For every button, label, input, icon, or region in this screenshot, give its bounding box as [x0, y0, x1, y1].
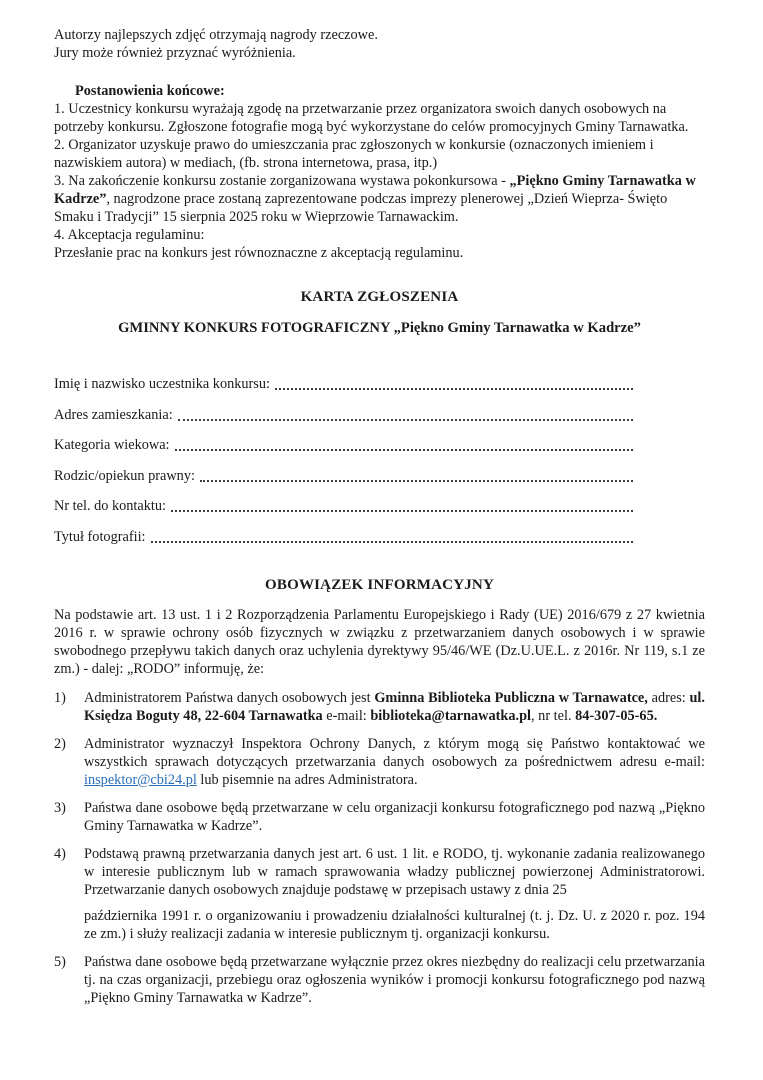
- final-provision-3: [54, 172, 705, 226]
- rodo-item-4: [54, 845, 705, 943]
- field-label-photo-title: Tytuł fotografii:: [54, 528, 146, 545]
- rodo-item-1-body: [84, 689, 705, 725]
- final-provision-4: [54, 226, 705, 262]
- final-provisions-heading: Postanowienia końcowe:: [75, 83, 225, 99]
- administrator-name-bold: Gminna Biblioteka Publiczna w Tarnawatce,: [374, 689, 648, 706]
- dotted-fill-line: [200, 480, 633, 482]
- rodo-item-3-body: Państwa dane osobowe będą przetwarzane w celu organizacji konkursu fotograficznego pod nazwą „Piękno Gminy Tarnawatka w Kadrze”.: [84, 799, 705, 834]
- field-label-phone: Nr tel. do kontaktu:: [54, 498, 166, 515]
- contest-name-bold: „Piękno Gminy Tarnawatka w Kadrze”: [54, 173, 696, 207]
- application-card-title: KARTA ZGŁOSZENIA: [300, 289, 459, 305]
- rodo-item-3-marker: 3): [54, 799, 66, 816]
- rodo-item-3: [54, 799, 705, 835]
- dotted-fill-line: [171, 510, 633, 512]
- administrator-email-bold: biblioteka@tarnawatka.pl: [370, 707, 532, 724]
- rodo-2-text-cont: lub pisemnie na adres Administratora.: [196, 771, 418, 788]
- provision-3-text-cont: , nagrodzone prace zostaną zaprezentowane podczas imprezy plenerowej „Dzień Wieprza- Święto Smaku i Tradycji” 15 sierpnia 2025 roku w Wieprzowie Tarnawackim.: [54, 191, 668, 225]
- form-field-parent-guardian: [54, 467, 705, 485]
- field-label-address: Adres zamieszkania:: [54, 406, 173, 423]
- dotted-fill-line: [175, 449, 633, 451]
- form-field-phone: [54, 497, 705, 515]
- final-provision-2: 2. Organizator uzyskuje prawo do umieszczania prac zgłoszonych w konkursie (oznaczonych imieniem i nazwiskiem autora) w mediach, (fb. strona internetowa, prasa, itp.): [54, 137, 654, 171]
- rodo-2-text: Administrator wyznaczył Inspektora Ochrony Danych, z którym mogą się Państwo kontaktować we wszystkich sprawach dotyczących przetwarzania danych osobowych za pośrednictwem adresu e-mail:: [84, 735, 705, 770]
- rodo-4-part-1: Podstawą prawną przetwarzania danych jest art. 6 ust. 1 lit. e RODO, tj. wykonanie zadania realizowanego w interesie publicznym lub w ramach sprawowania władzy publicznej powierzonej Administratorowi. Przetwarzanie danych osobowych znajduje podstawę w przepisach ustawy z dnia 25: [84, 845, 705, 898]
- rodo-item-1: [54, 689, 705, 725]
- inspector-email-link[interactable]: inspektor@cbi24.pl: [84, 771, 197, 788]
- rodo-item-4-marker: 4): [54, 845, 66, 862]
- rodo-item-5-marker: 5): [54, 953, 66, 970]
- information-duty-heading: OBOWIĄZEK INFORMACYJNY: [265, 576, 494, 593]
- application-form: [54, 375, 705, 546]
- application-card-subtitle: GMINNY KONKURS FOTOGRAFICZNY „Piękno Gminy Tarnawatka w Kadrze”: [118, 319, 641, 336]
- rodo-1-text: e-mail:: [322, 707, 371, 724]
- dotted-fill-line: [275, 388, 633, 390]
- rodo-item-5: [54, 953, 705, 1007]
- administrator-address-bold: ul. Księdza Boguty 48, 22-604 Tarnawatka: [84, 689, 705, 724]
- intro-paragraph: [54, 26, 705, 62]
- final-provision-1: 1. Uczestnicy konkursu wyrażają zgodę na przetwarzanie przez organizatora swoich danych osobowych na potrzeby konkursu. Zgłoszone fotografie mogą być wykorzystane do celów promocyjnych Gminy Tarnawatka.: [54, 101, 689, 135]
- rodo-item-2: [54, 735, 705, 789]
- rodo-item-4-body: [84, 845, 705, 943]
- dotted-fill-line: [178, 419, 633, 421]
- form-field-participant-name: [54, 375, 705, 393]
- rodo-item-5-body: Państwa dane osobowe będą przetwarzane wyłącznie przez okres niezbędny do realizacji celu przetwarzania tj. na czas organizacji, przebiegu oraz ogłoszenia wyników i promocji konkursu fotograficznego pod nazwą „Piękno Gminy Tarnawatka w Kadrze”.: [84, 953, 705, 1006]
- field-label-participant-name: Imię i nazwisko uczestnika konkursu:: [54, 376, 270, 393]
- field-label-parent-guardian: Rodzic/opiekun prawny:: [54, 467, 195, 484]
- rodo-list: [54, 689, 705, 1007]
- rodo-item-2-body: [84, 735, 705, 789]
- administrator-phone-bold: 84-307-05-65.: [575, 707, 658, 724]
- rodo-item-2-marker: 2): [54, 735, 66, 752]
- form-field-age-category: [54, 436, 705, 454]
- rodo-item-1-marker: 1): [54, 689, 66, 706]
- form-field-photo-title: [54, 528, 705, 546]
- rodo-1-text: , nr tel.: [531, 707, 576, 724]
- dotted-fill-line: [151, 541, 633, 543]
- provision-4-line: 4. Akceptacja regulaminu:: [54, 227, 205, 243]
- intro-line-2: Jury może również przyznać wyróżnienia.: [54, 45, 296, 61]
- field-label-age-category: Kategoria wiekowa:: [54, 437, 170, 454]
- rodo-4-part-2: października 1991 r. o organizowaniu i prowadzeniu działalności kulturalnej (t. j. Dz. U. z 2020 r. poz. 194 ze zm.) i służy realizacji zadania w interesie publicznym tj. organizacji konkursu.: [84, 907, 705, 942]
- provision-3-text: 3. Na zakończenie konkursu zostanie zorganizowana wystawa pokonkursowa -: [54, 173, 510, 189]
- intro-line-1: Autorzy najlepszych zdjęć otrzymają nagrody rzeczowe.: [54, 27, 378, 43]
- form-field-address: [54, 406, 705, 424]
- information-duty-intro: Na podstawie art. 13 ust. 1 i 2 Rozporządzenia Parlamentu Europejskiego i Rady (UE) 2016/679 z 27 kwietnia 2016 r. w sprawie ochrony osób fizycznych w związku z przetwarzaniem danych osobowych i w sprawie swobodnego przepływu takich danych oraz uchylenia dyrektywy 95/46/WE (Dz.U.UE.L. z 2016r. Nr 119, s.1 ze zm.) - dalej: „RODO” informuję, że:: [54, 606, 705, 677]
- provision-4-note: Przesłanie prac na konkurs jest równoznaczne z akceptacją regulaminu.: [54, 245, 464, 261]
- rodo-1-text: Administratorem Państwa danych osobowych jest: [84, 689, 375, 706]
- rodo-1-text: adres:: [647, 689, 690, 706]
